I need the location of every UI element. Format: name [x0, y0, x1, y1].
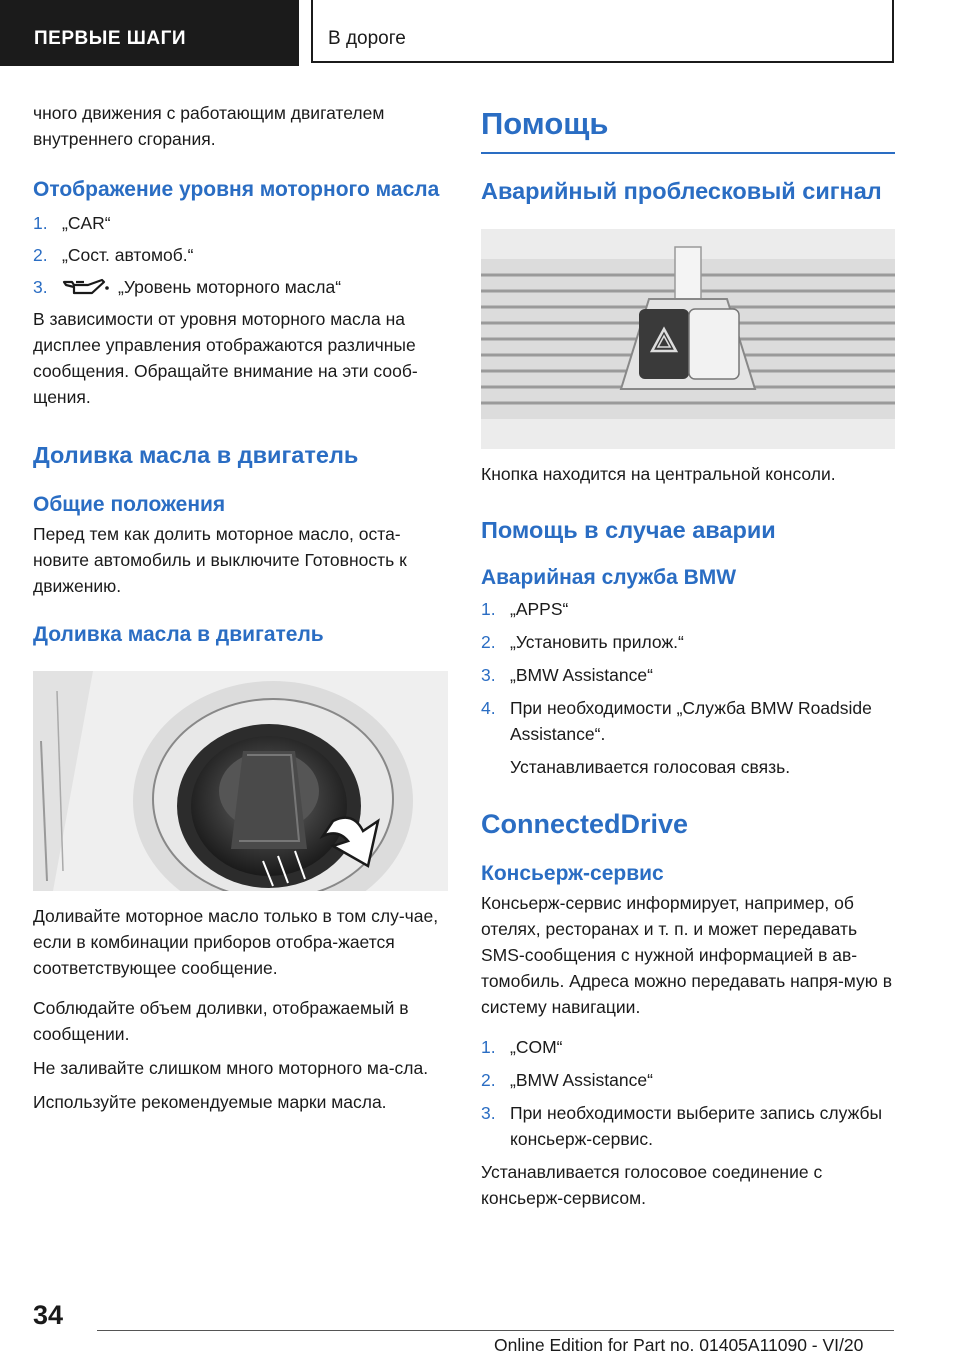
step-number: 2. — [481, 1069, 496, 1090]
oil-display-steps — [33, 210, 448, 300]
footer-edition: Online Edition for Part no. 01405A11090 - VI/20 — [494, 1335, 864, 1355]
topping-up-note-brands: Используйте рекомендуемые марки масла. — [33, 1092, 387, 1112]
topping-up-subheading: Доливка масла в двигатель — [33, 623, 324, 646]
topping-up-note-volume: Соблюдайте объем доливки, отображаемый в сообщении. — [33, 998, 409, 1044]
step-number: 2. — [33, 245, 48, 265]
step-number: 2. — [481, 631, 496, 652]
step-text: „Уровень моторного масла“ — [118, 277, 342, 297]
step-number: 1. — [481, 598, 496, 619]
list-item — [481, 1100, 895, 1152]
hazard-heading: Аварийный проблесковый сигнал — [481, 177, 882, 204]
step-text: „Сост. автомоб.“ — [62, 245, 194, 265]
list-item — [33, 274, 448, 300]
right-column — [481, 100, 895, 1211]
concierge-heading: Консьерж-сервис — [481, 861, 664, 885]
concierge-result: Устанавливается голосовое соединение с консьерж-сервисом. — [481, 1161, 823, 1208]
list-item — [481, 662, 895, 688]
footer-rule — [97, 1330, 894, 1331]
oil-filler-cap-image — [33, 671, 448, 891]
step-number: 3. — [33, 277, 48, 297]
list-item — [33, 242, 448, 268]
topping-up-heading: Доливка масла в двигатель — [33, 442, 359, 468]
step-text: „BMW Assistance“ — [510, 664, 653, 685]
step-text: „APPS“ — [510, 598, 569, 619]
step-text: „BMW Assistance“ — [510, 1069, 653, 1090]
intro-paragraph: чного движения с работающим двигателем внутреннего сгорания. — [33, 103, 385, 149]
step-number: 1. — [33, 213, 48, 233]
hazard-caption: Кнопка находится на центральной консоли. — [481, 463, 836, 484]
accident-heading: Помощь в случае аварии — [481, 516, 776, 543]
list-item — [33, 210, 448, 236]
step-text: При необходимости выберите запись службы консьерж-сервис. — [510, 1102, 883, 1149]
step-number: 1. — [481, 1036, 496, 1057]
concierge-steps — [481, 1034, 895, 1152]
step-text: „Установить прилож.“ — [510, 631, 684, 652]
list-item — [481, 629, 895, 655]
header-chapter-tab — [311, 0, 894, 63]
emergency-steps — [481, 596, 895, 747]
step-number: 4. — [481, 697, 496, 718]
step-number: 3. — [481, 664, 496, 685]
general-body: Перед тем как долить моторное масло, оста-новите автомобиль и выключите Готовность к движению. — [33, 524, 407, 596]
emergency-heading: Аварийная служба BMW — [481, 565, 737, 589]
left-column — [33, 100, 448, 1115]
hazard-button-image — [481, 229, 895, 449]
list-item — [481, 1067, 895, 1093]
connecteddrive-heading: ConnectedDrive — [481, 808, 689, 839]
step-text: „CAR“ — [62, 213, 111, 233]
header-section-tab — [0, 0, 299, 66]
oil-display-heading: Отображение уровня моторного масла — [33, 178, 440, 201]
header-chapter-title: В дороге — [328, 28, 406, 49]
list-item — [481, 1034, 895, 1060]
emergency-result: Устанавливается голосовая связь. — [510, 756, 791, 777]
concierge-body: Консьерж-сервис информирует, например, об отелях, ресторанах и т. п. и может передавать SMS-сообщения с нужной информацией в ав-томобиль. Адреса можно передавать напря-мую в систему навигации. — [481, 892, 893, 1017]
header-section-title: ПЕРВЫЕ ШАГИ — [34, 28, 187, 49]
list-item — [481, 596, 895, 622]
step-text: „COM“ — [510, 1036, 563, 1057]
topping-up-caption: Доливайте моторное масло только в том слу-чае, если в комбинации приборов отобра-жается соответствующее сообщение. — [33, 906, 439, 978]
step-text: При необходимости „Служба BMW Roadside Assistance“. — [510, 697, 872, 744]
oil-can-icon — [62, 276, 110, 298]
help-heading: Помощь — [481, 106, 609, 141]
topping-up-note-overfill: Не заливайте слишком много моторного ма-сла. — [33, 1058, 429, 1078]
heading-rule — [481, 152, 895, 154]
step-number: 3. — [481, 1102, 496, 1123]
general-heading: Общие положения — [33, 493, 226, 516]
page-number: 34 — [33, 1300, 64, 1330]
list-item — [481, 695, 895, 747]
oil-display-body: В зависимости от уровня моторного масла на дисплее управления отображаются различные сообщения. Обращайте внимание на эти сооб-щения. — [33, 309, 418, 407]
